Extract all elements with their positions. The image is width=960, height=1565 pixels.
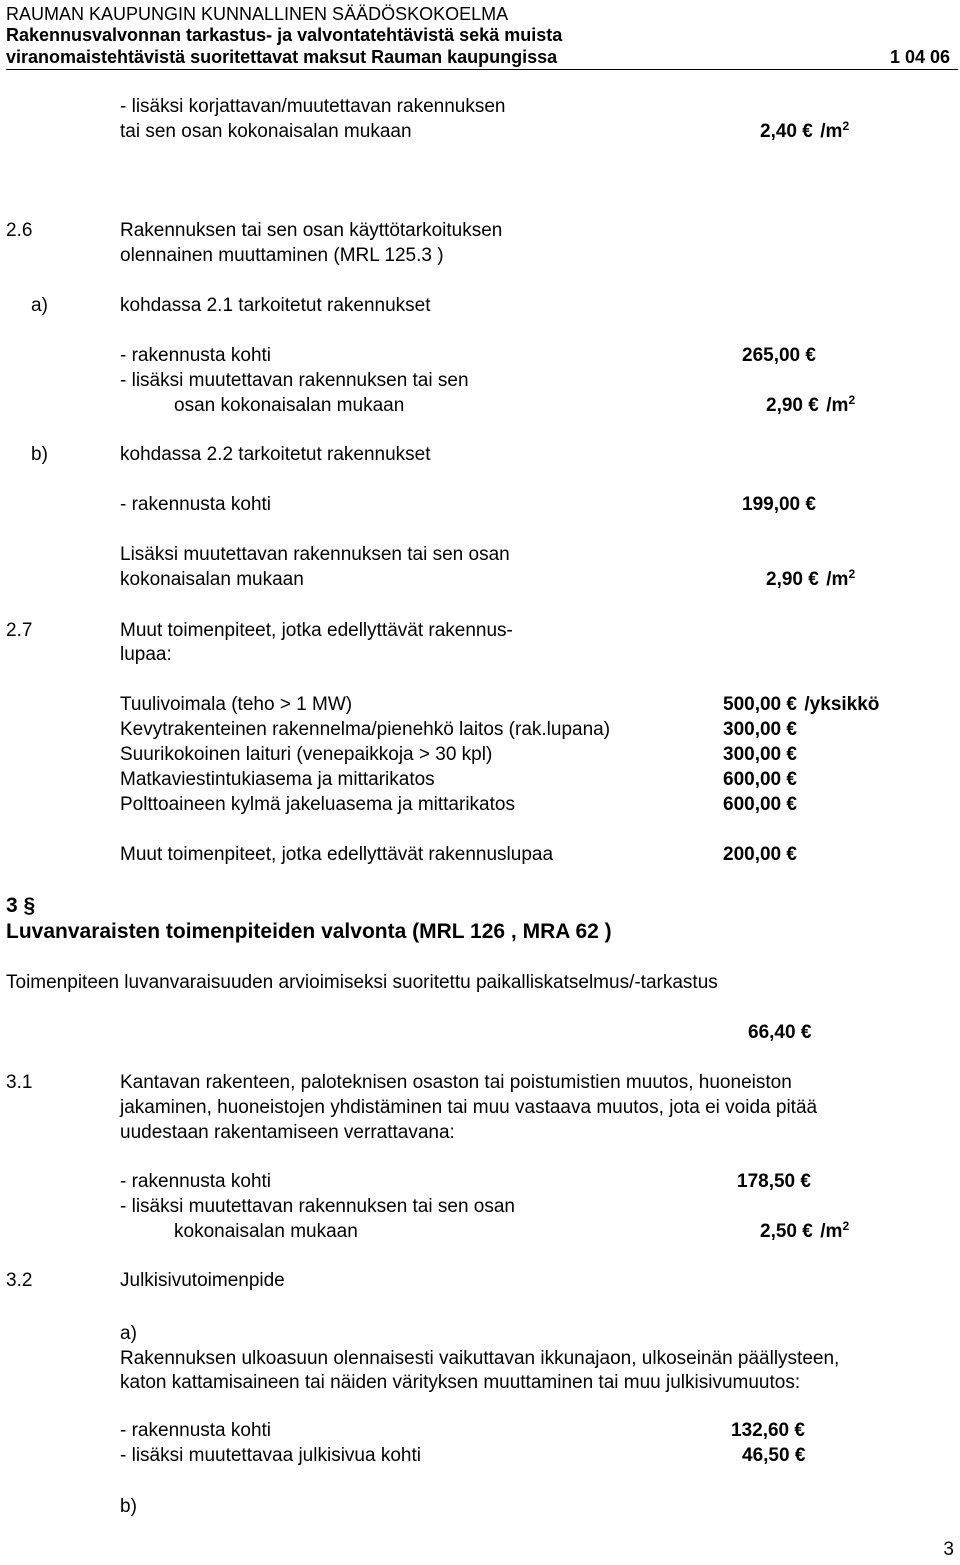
- euro-icon: €: [808, 569, 819, 590]
- list-item: - lisäksi muutettavan rakennuksen tai sen: [120, 370, 469, 391]
- euro-icon: €: [794, 1420, 805, 1441]
- sub-label: a): [31, 295, 48, 316]
- euro-icon: €: [805, 494, 816, 515]
- section-title: lupaa:: [120, 644, 172, 665]
- price: 200,00 €: [723, 844, 804, 866]
- sub-label: b): [120, 1496, 137, 1517]
- section-title: olennainen muuttaminen (MRL 125.3 ): [120, 245, 444, 266]
- euro-icon: €: [786, 694, 797, 715]
- list-item-label: Muut toimenpiteet, jotka edellyttävät rakennuslupaa: [120, 844, 554, 865]
- list-item-label: Kevytrakenteinen rakennelma/pienehkö laitos (rak.lupana): [120, 719, 611, 740]
- section-heading-number: 3 §: [6, 894, 36, 917]
- price: 600,00 €: [723, 769, 804, 791]
- header-subtitle-1: Rakennusvalvonnan tarkastus- ja valvontatehtävistä sekä muista: [6, 25, 563, 45]
- list-item-label: Matkaviestintukiasema ja mittarikatos: [120, 769, 435, 790]
- sub-label: b): [31, 444, 48, 465]
- price: 300,00 €: [723, 719, 804, 741]
- list-item-label: Suurikokoinen laituri (venepaikkoja > 30 kpl): [120, 744, 493, 765]
- header-subtitle-2: viranomaistehtävistä suoritettavat maksut Rauman kaupungissa: [6, 47, 558, 67]
- list-item: kokonaisalan mukaan: [174, 1221, 358, 1242]
- price: 132,60 €: [731, 1420, 812, 1442]
- price: 46,50 €: [742, 1445, 813, 1467]
- header-divider: [6, 69, 958, 70]
- list-item: - lisäksi muutettavan rakennuksen tai sen osan: [120, 1196, 515, 1217]
- section-title: Julkisivutoimenpide: [120, 1270, 285, 1291]
- paragraph: jakaminen, huoneistojen yhdistäminen tai muu vastaava muutos, jota ei voida pitää: [120, 1097, 818, 1118]
- euro-icon: €: [808, 395, 819, 416]
- price: 300,00 €: [723, 744, 804, 766]
- list-item: kokonaisalan mukaan: [120, 569, 304, 590]
- euro-icon: €: [786, 844, 797, 865]
- price: 178,50 €: [737, 1171, 818, 1193]
- header-title: RAUMAN KAUPUNGIN KUNNALLINEN SÄÄDÖSKOKOELMA: [6, 4, 509, 24]
- euro-icon: €: [794, 1445, 806, 1466]
- list-item-label: Polttoaineen kylmä jakeluasema ja mittarikatos: [120, 794, 515, 815]
- section-heading: Luvanvaraisten toimenpiteiden valvonta (MRL 126 , MRA 62 ): [6, 920, 612, 943]
- list-item-label: Tuulivoimala (teho > 1 MW): [120, 694, 353, 715]
- section-title: Rakennuksen tai sen osan käyttötarkoituksen: [120, 220, 503, 241]
- price: 2,50 € $/m^2$: [760, 1219, 850, 1242]
- price: 2,90 € $/m^2$: [766, 393, 856, 416]
- list-item: - rakennusta kohti: [120, 1171, 272, 1192]
- header-code: 1 04 06: [889, 47, 950, 67]
- price: 2,90 € $/m^2$: [766, 567, 856, 590]
- paragraph: Rakennuksen ulkoasuun olennaisesti vaikuttavan ikkunajaon, ulkoseinän päällysteen,: [120, 1348, 840, 1369]
- page-number: 3: [943, 1539, 954, 1560]
- paragraph: Toimenpiteen luvanvaraisuuden arvioimiseksi suoritettu paikalliskatselmus/-tarkastus: [6, 972, 718, 993]
- section-number: 2.7: [6, 620, 33, 641]
- price: 199,00 €: [742, 494, 823, 516]
- euro-icon: €: [786, 769, 797, 790]
- list-item: - rakennusta kohti: [120, 1420, 272, 1441]
- euro-icon: €: [800, 1171, 811, 1192]
- price: 600,00 €: [723, 794, 804, 816]
- section-number: 2.6: [6, 220, 33, 241]
- section-title: Muut toimenpiteet, jotka edellyttävät rakennus-: [120, 620, 513, 641]
- list-item: - lisäksi korjattavan/muutettavan rakennuksen: [120, 96, 506, 117]
- paragraph: Kantavan rakenteen, paloteknisen osaston tai poistumistien muutos, huoneiston: [120, 1072, 792, 1093]
- section-number: 3.1: [6, 1072, 33, 1093]
- price: 265,00 €: [742, 345, 823, 367]
- list-item: osan kokonaisalan mukaan: [174, 395, 405, 416]
- sub-title: kohdassa 2.2 tarkoitetut rakennukset: [120, 444, 431, 465]
- euro-icon: €: [800, 1022, 812, 1043]
- paragraph: uudestaan rakentamiseen verrattavana:: [120, 1122, 455, 1143]
- list-item: - lisäksi muutettavaa julkisivua kohti: [120, 1445, 421, 1466]
- list-item: tai sen osan kokonaisalan mukaan: [120, 121, 412, 142]
- price: 66,40 €: [748, 1022, 819, 1044]
- euro-icon: €: [786, 744, 797, 765]
- euro-icon: €: [802, 121, 813, 142]
- list-item: - rakennusta kohti: [120, 345, 272, 366]
- list-item: - rakennusta kohti: [120, 494, 272, 515]
- euro-icon: €: [786, 794, 797, 815]
- paragraph: katon kattamisaineen tai näiden värityksen muuttaminen tai muu julkisivumuutos:: [120, 1372, 801, 1393]
- euro-icon: €: [802, 1221, 813, 1242]
- section-number: 3.2: [6, 1270, 33, 1291]
- price: 500,00 € /yksikkö: [723, 694, 880, 715]
- list-item: Lisäksi muutettavan rakennuksen tai sen osan: [120, 544, 510, 565]
- euro-icon: €: [805, 345, 816, 366]
- section-sign-icon: §: [23, 894, 36, 917]
- price: 2,40 € $/m^2$: [760, 119, 850, 142]
- euro-icon: €: [786, 719, 797, 740]
- sub-label: a): [120, 1323, 137, 1344]
- sub-title: kohdassa 2.1 tarkoitetut rakennukset: [120, 295, 431, 316]
